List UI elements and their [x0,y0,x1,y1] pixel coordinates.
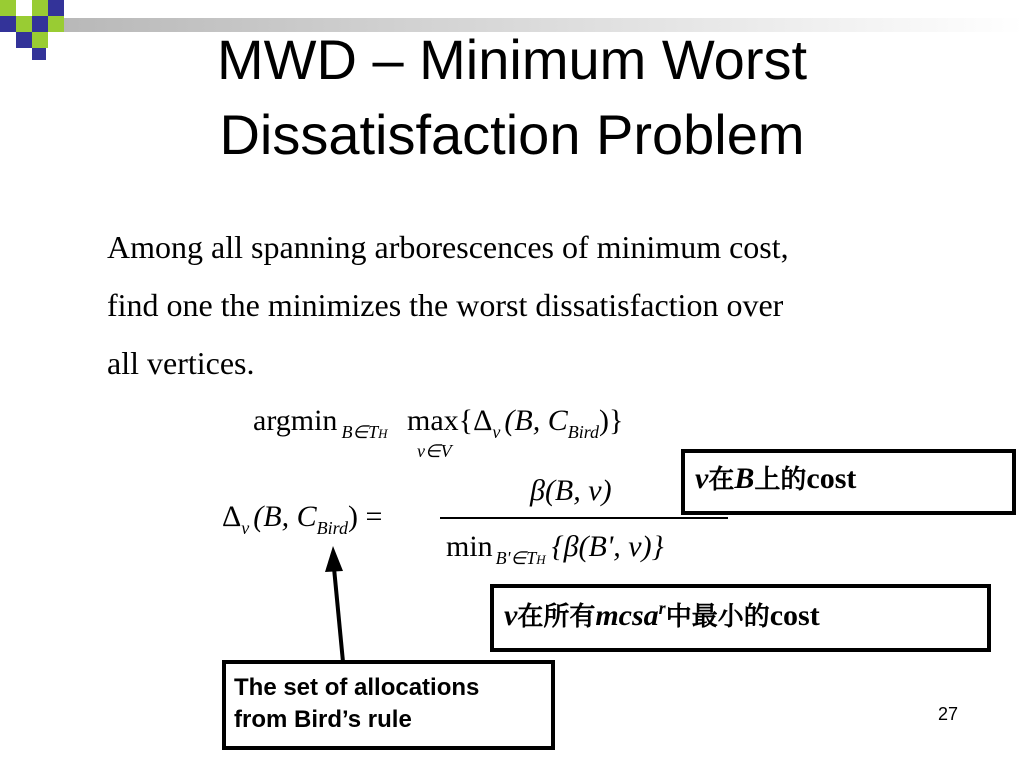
formula1-open: {Δ [458,404,493,437]
denominator-subscript-h: H [536,552,546,567]
lhs-close: ) = [347,500,383,533]
formula1-args: (B, C [504,404,568,437]
callout-bottom-cost: cost [769,599,820,632]
fraction-numerator: β(B, v) [530,474,612,507]
callout-top-rest: 上的 [754,465,807,495]
callout-bottom-v: v [504,599,518,632]
denominator-subscript: B'∈T [495,548,537,568]
max-operator: max [407,404,459,437]
body-text-line2: find one the minimizes the worst dissatisfaction over [107,287,784,323]
bird-rule-caption [222,660,555,750]
formula1-delta-sub: v [492,422,501,442]
argmin-subscript: B∈T [341,422,379,442]
lhs-delta-sub: v [241,518,250,538]
lhs-c-sub: Bird [316,518,348,538]
formula1-c-sub: Bird [567,422,600,442]
max-subscript: v∈V [417,441,452,461]
callout-top-v: v [695,462,709,495]
denominator-expression: {β(B', v)} [551,530,664,563]
callout-top-cost: cost [806,462,857,495]
slide-title-line2: Dissatisfaction Problem [219,103,805,166]
page-number: 27 [938,704,959,724]
callout-top-zai: 在 [708,465,735,495]
lhs-delta: Δ [222,500,242,533]
callout-bottom-rest: 中最小的 [665,602,770,632]
formula1-close: )} [599,404,624,437]
lhs-args: (B, C [253,500,317,533]
body-text-line3: all vertices. [107,345,255,381]
argmin-subscript-h: H [378,426,388,441]
callout-bottom-sup: r [658,598,666,618]
body-text-line1: Among all spanning arborescences of minimum cost, [107,229,789,265]
denominator-min: min [446,530,493,563]
callout-bottom-mid: 在所有 [517,602,596,632]
caption-line1: The set of allocations [234,674,480,701]
argmin-operator: argmin [253,404,338,437]
callout-top-b: B [734,462,755,495]
caption-line2: from Bird’s rule [234,706,412,733]
callout-bottom-mcsa: mcsa [595,599,659,632]
slide-title-line1: MWD – Minimum Worst [216,28,808,91]
